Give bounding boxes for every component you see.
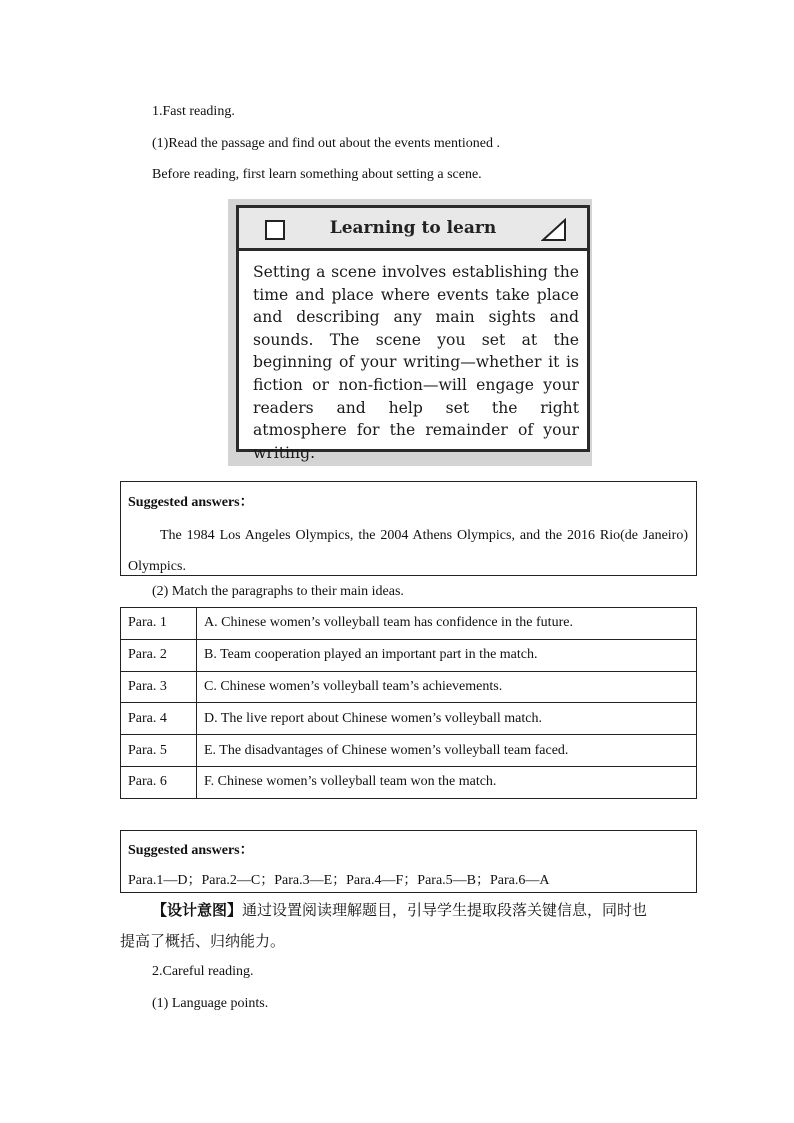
learning-box-title: Learning to learn: [329, 218, 497, 238]
question-1: (1)Read the passage and find out about the events mentioned .: [152, 136, 500, 151]
intro-text: Before reading, first learn something about setting a scene.: [152, 167, 482, 182]
design-intent-text-1: 通过设置阅读理解题目，引导学生提取段落关键信息，同时也: [242, 901, 648, 919]
learning-box-text: Setting a scene involves establishing the time and place where events take place and describing any main sights and sounds. The scene you set at the beginning of your writing—whether it is fiction or non-fiction—will engage your readers and help set the right atmosphere for the remainder of your writing.: [253, 263, 579, 462]
suggested-answers-title: Suggested answers：: [128, 495, 254, 510]
idea-cell: A. Chinese women’s volleyball team has confidence in the future.: [197, 608, 697, 640]
fast-reading-heading: 1.Fast reading.: [152, 104, 235, 119]
table-row: [121, 703, 697, 735]
table-row: [121, 608, 697, 640]
careful-reading-heading: 2.Careful reading.: [152, 964, 254, 979]
para-cell: Para. 3: [121, 671, 197, 703]
design-intent-line-1: [152, 900, 647, 920]
learning-box-header: [236, 205, 590, 251]
para-cell: Para. 5: [121, 735, 197, 767]
suggested-answers-box-2: [120, 830, 697, 893]
idea-cell: B. Team cooperation played an important part in the match.: [197, 639, 697, 671]
para-cell: Para. 4: [121, 703, 197, 735]
design-intent-label: 【设计意图】: [152, 901, 243, 919]
suggested-answers-text: The 1984 Los Angeles Olympics, the 2004 Athens Olympics, and the 2016 Rio(de Janeiro) Olympics.: [128, 528, 688, 574]
para-cell: Para. 2: [121, 639, 197, 671]
idea-cell: D. The live report about Chinese women’s volleyball match.: [197, 703, 697, 735]
design-intent-line-2: 提高了概括、归纳能力。: [120, 932, 286, 950]
table-row: [121, 766, 697, 798]
question-2: (2) Match the paragraphs to their main ideas.: [152, 584, 404, 599]
suggested-answers-title-2: Suggested answers：: [128, 843, 254, 858]
learning-box-body: [236, 251, 590, 462]
triangle-icon: [541, 218, 567, 242]
table-row: [121, 671, 697, 703]
suggested-answers-box-1: [120, 481, 697, 576]
match-table: [120, 607, 697, 799]
para-cell: Para. 6: [121, 766, 197, 798]
language-points: (1) Language points.: [152, 996, 269, 1011]
para-cell: Para. 1: [121, 608, 197, 640]
idea-cell: E. The disadvantages of Chinese women’s volleyball team faced.: [197, 735, 697, 767]
idea-cell: F. Chinese women’s volleyball team won the match.: [197, 766, 697, 798]
table-row: [121, 735, 697, 767]
learning-to-learn-figure: [228, 199, 592, 466]
idea-cell: C. Chinese women’s volleyball team’s achievements.: [197, 671, 697, 703]
table-row: [121, 639, 697, 671]
suggested-answers-text-2: Para.1—D；Para.2—C；Para.3—E；Para.4—F；Para.5—B；Para.6—A: [128, 873, 550, 888]
